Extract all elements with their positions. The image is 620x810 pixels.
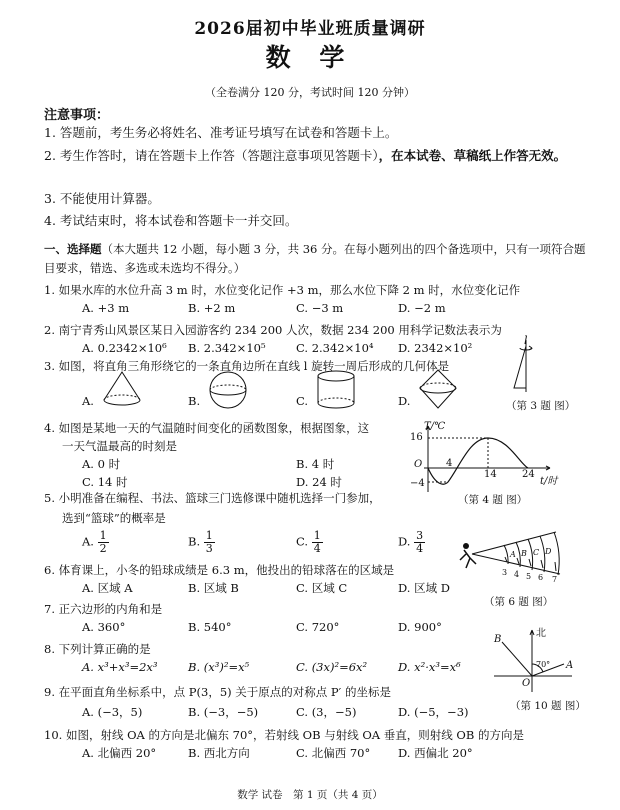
q7-option-a: A. 360° <box>82 620 126 634</box>
q4-option-c: C. 14 时 <box>82 475 128 489</box>
q3-option-d: D. <box>398 394 411 408</box>
section-title: 一、选择题 <box>44 242 102 256</box>
q10-point-a: A <box>566 660 574 671</box>
q6-option-d: D. 区域 D <box>398 581 450 595</box>
q7-stem: 7. 正六边形的内角和是 <box>44 602 163 616</box>
q10-point-o: O <box>522 678 531 689</box>
note-2b: （答题注意事项见答题卡） <box>234 148 379 163</box>
q6-region-b: B <box>521 549 527 558</box>
q9-option-c: C. (3，−5) <box>296 705 357 719</box>
q4-stem-line1: 4. 如图是某地一天的气温随时间变化的函数图象，根据图象，这 <box>44 421 370 435</box>
q6-tick-3: 3 <box>502 568 508 577</box>
notes-heading: 注意事项： <box>44 108 110 123</box>
q2-option-b: B. 2.342×10⁵ <box>188 341 266 355</box>
q2-option-c: C. 2.342×10⁴ <box>296 341 374 355</box>
q5-a-numerator: 1 <box>99 529 107 542</box>
q5-b-denominator: 3 <box>205 542 213 555</box>
subject-title: 数 学 <box>265 43 355 72</box>
q6-shotput-figure <box>456 524 576 590</box>
q2-option-d: D. 2342×10² <box>398 341 473 355</box>
note-1: 1. 答题前，考生务必将姓名、准考证号填写在试卷和答题卡上。 <box>44 125 398 140</box>
q6-tick-5: 5 <box>526 572 532 581</box>
q4-x-tick-14: 14 <box>484 469 497 480</box>
q3-line-label: l <box>524 334 528 347</box>
q10-option-c: C. 北偏西 70° <box>296 746 371 760</box>
q5-option-b <box>188 530 215 555</box>
q5-option-d-fraction <box>414 530 425 555</box>
note-2 <box>44 145 584 166</box>
q6-figure-caption: （第 6 题 图） <box>484 596 554 608</box>
q6-tick-7: 7 <box>552 575 558 584</box>
q5-option-a-letter: A. <box>82 534 94 549</box>
note-2a: 2. 考生作答时，请在答题卡上作答 <box>44 148 235 163</box>
q10-stem: 10. 如图，射线 OA 的方向是北偏东 70°，若射线 OB 与射线 OA 垂直，则射线 OB 的方向是 <box>44 728 524 742</box>
q8-option-c: C. (3x)²=6x² <box>296 660 368 674</box>
q4-x-tick-24: 24 <box>522 469 535 480</box>
q9-option-a: A. (−3，5) <box>82 705 143 719</box>
q4-stem-line2: 一天气温最高的时刻是 <box>62 439 177 453</box>
q3-cone-figure <box>100 370 144 408</box>
q5-d-numerator: 3 <box>416 529 424 542</box>
q5-option-d <box>398 530 425 555</box>
q8-option-b: B. (x³)²=x⁵ <box>188 660 250 674</box>
q5-option-c-letter: C. <box>296 534 309 549</box>
q5-option-d-letter: D. <box>398 534 411 549</box>
q10-point-b: B <box>494 634 502 645</box>
q4-y-top-tick: 16 <box>410 432 423 443</box>
q9-stem: 9. 在平面直角坐标系中，点 P(3，5) 关于原点的对称点 P′ 的坐标是 <box>44 685 391 699</box>
q1-stem: 1. 如果水库的水位升高 3 m 时，水位变化记作 +3 m，那么水位下降 2 m 时，水位变化记作 <box>44 283 521 297</box>
q7-option-d: D. 900° <box>398 620 442 634</box>
q10-figure-caption: （第 10 题 图） <box>510 700 586 712</box>
q5-option-b-fraction <box>204 530 215 555</box>
q8-stem: 8. 下列计算正确的是 <box>44 642 151 656</box>
q3-option-a: A. <box>82 394 94 408</box>
q3-sphere-figure <box>208 370 248 410</box>
q4-option-b: B. 4 时 <box>296 457 335 471</box>
q5-stem-line1: 5. 小明准备在编程、书法、篮球三门选修课中随机选择一门参加， <box>44 491 381 505</box>
q9-option-d: D. (−5，−3) <box>398 705 469 719</box>
q5-b-numerator: 1 <box>205 529 213 542</box>
q5-stem-line2: 选到“篮球”的概率是 <box>62 511 166 525</box>
q10-option-b: B. 西北方向 <box>188 746 250 760</box>
q5-option-c <box>296 530 323 555</box>
q4-option-a: A. 0 时 <box>82 457 121 471</box>
q2-option-a: A. 0.2342×10⁶ <box>82 341 167 355</box>
q3-stem: 3. 如图，将直角三角形绕它的一条直角边所在直线 l 旋转一周后形成的几何体是 <box>44 359 450 373</box>
q5-a-denominator: 2 <box>99 542 107 555</box>
q1-option-a: A. +3 m <box>82 301 130 315</box>
q7-option-b: B. 540° <box>188 620 232 634</box>
q2-stem: 2. 南宁青秀山风景区某日入园游客约 234 200 人次，数据 234 200 用科学记数法表示为 <box>44 323 502 337</box>
q3-triangle-figure <box>508 336 548 394</box>
q1-option-c: C. −3 m <box>296 301 344 315</box>
note-3: 3. 不能使用计算器。 <box>44 191 160 206</box>
q6-tick-4: 4 <box>514 570 520 579</box>
q8-option-a: A. x³+x³=2x³ <box>82 660 158 674</box>
q1-option-b: B. +2 m <box>188 301 236 315</box>
q10-direction-figure <box>490 622 580 694</box>
note-4: 4. 考试结束时，将本试卷和答题卡一并交回。 <box>44 213 298 228</box>
q10-option-d: D. 西偏北 20° <box>398 746 473 760</box>
q10-north-label: 北 <box>536 628 546 639</box>
q6-region-a: A <box>510 550 516 559</box>
q6-stem: 6. 体育课上，小冬的铅球成绩是 6.3 m，他投出的铅球落在的区域是 <box>44 563 395 577</box>
section-intro <box>44 240 592 278</box>
q10-angle-label: 70° <box>536 660 551 669</box>
q4-y-axis-label: T/℃ <box>424 421 446 432</box>
q4-x-tick-4: 4 <box>446 458 453 469</box>
q5-c-numerator: 1 <box>313 529 321 542</box>
q3-double-cone-figure <box>418 368 458 412</box>
q10-option-a: A. 北偏西 20° <box>82 746 157 760</box>
note-2c: ，在本试卷、草稿纸上作答无效。 <box>378 148 567 163</box>
q4-origin-label: O <box>414 459 423 470</box>
q5-option-a <box>82 530 109 555</box>
q6-option-b: B. 区域 B <box>188 581 239 595</box>
q3-cylinder-figure <box>314 370 358 410</box>
q9-option-b: B. (−3，−5) <box>188 705 259 719</box>
section-text: （本大题共 12 小题，每小题 3 分，共 36 分。在每小题列出的四个备选项中，只有一项符合题目要求，错选、多选或未选均不得分。） <box>44 242 586 275</box>
q4-option-d: D. 24 时 <box>296 475 342 489</box>
q3-figure-caption: （第 3 题 图） <box>506 400 576 412</box>
exam-meta: （全卷满分 120 分，考试时间 120 分钟） <box>205 86 415 99</box>
q5-option-c-fraction <box>312 530 323 555</box>
q6-region-d: D <box>545 547 552 556</box>
q5-d-denominator: 4 <box>416 542 424 555</box>
q5-option-a-fraction <box>98 530 109 555</box>
q5-c-denominator: 4 <box>313 542 321 555</box>
q3-option-c: C. <box>296 394 309 408</box>
q3-option-b: B. <box>188 394 201 408</box>
q6-option-a: A. 区域 A <box>82 581 133 595</box>
q1-option-d: D. −2 m <box>398 301 446 315</box>
q5-option-b-letter: B. <box>188 534 201 549</box>
q4-x-axis-label: t/时 <box>540 476 558 487</box>
q4-temperature-graph <box>404 420 564 500</box>
exam-title: 2026届初中毕业班质量调研 <box>194 19 426 39</box>
q6-region-c: C <box>533 548 540 557</box>
q6-tick-6: 6 <box>538 573 544 582</box>
q6-option-c: C. 区域 C <box>296 581 348 595</box>
q8-option-d: D. x²·x³=x⁶ <box>398 660 461 674</box>
page-footer: 数学 试卷 第 1 页（共 4 页） <box>237 789 383 801</box>
q7-option-c: C. 720° <box>296 620 340 634</box>
q4-y-bottom-tick: −4 <box>410 478 425 489</box>
q4-figure-caption: （第 4 题 图） <box>458 494 528 506</box>
